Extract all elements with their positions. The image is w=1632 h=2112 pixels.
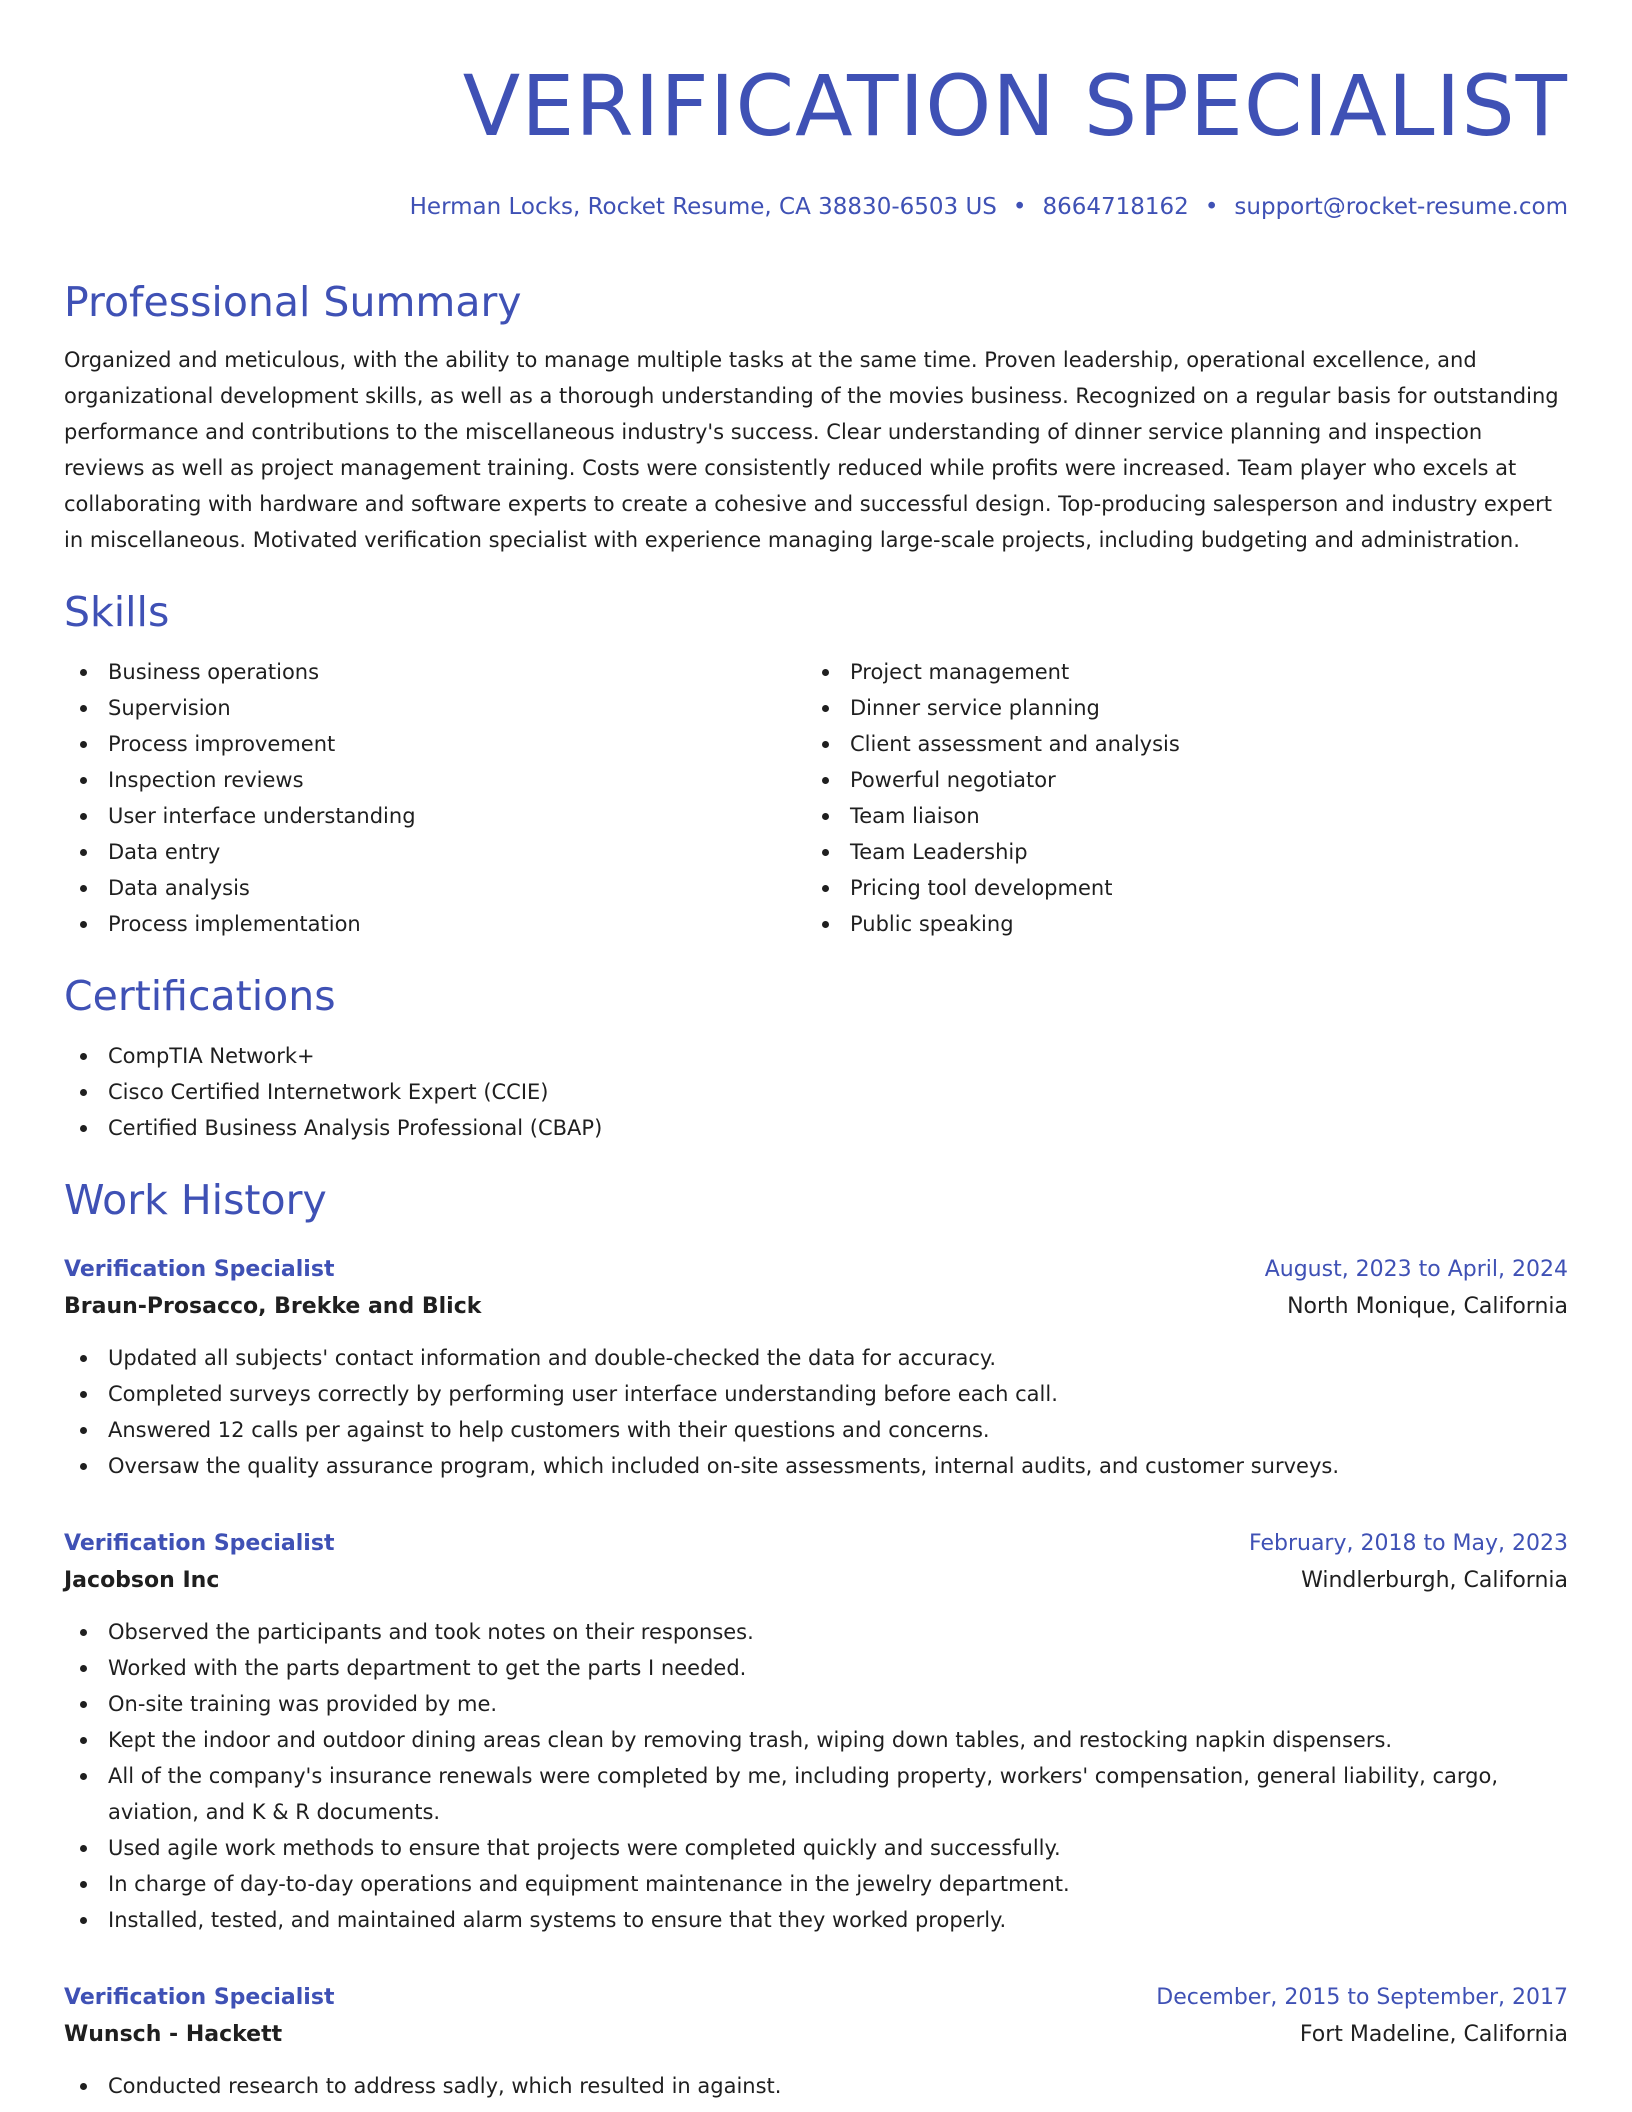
- job-duty-item: Oversaw the quality assurance program, which included on-site assessments, internal audits, and customer surveys.: [64, 1448, 1568, 1484]
- certification-item: Cisco Certified Internetwork Expert (CCIE): [64, 1074, 1568, 1110]
- contact-phone: 8664718162: [1042, 194, 1189, 220]
- job-location: Windlerburgh, California: [1301, 1568, 1568, 1593]
- job-company-row: [64, 1288, 1568, 1326]
- job-title: Verification Specialist: [64, 1531, 335, 1556]
- job-duty-item: In charge of day-to-day operations and equipment maintenance in the jewelry department.: [64, 1866, 1568, 1902]
- resume-header: [64, 58, 1568, 222]
- contact-separator: •: [1012, 194, 1027, 220]
- skill-item: Data entry: [64, 834, 806, 870]
- skill-item: Data analysis: [64, 870, 806, 906]
- job-dates: February, 2018 to May, 2023: [1249, 1531, 1568, 1556]
- skill-item: Dinner service planning: [806, 690, 1548, 726]
- job-duty-item: Worked with the parts department to get the parts I needed.: [64, 1650, 1568, 1686]
- skill-item: User interface understanding: [64, 798, 806, 834]
- summary-heading: Professional Summary: [64, 278, 522, 326]
- certifications-heading: Certifications: [64, 972, 336, 1020]
- skills-list-right: [806, 654, 1548, 942]
- job-company: Jacobson Inc: [64, 1568, 220, 1593]
- contact-separator: •: [1204, 194, 1219, 220]
- skills-section: [64, 586, 1568, 942]
- contact-email: support@rocket-resume.com: [1234, 194, 1568, 220]
- skill-item: Process improvement: [64, 726, 806, 762]
- job-duty-item: Completed surveys correctly by performing user interface understanding before each call.: [64, 1376, 1568, 1412]
- skill-item: Business operations: [64, 654, 806, 690]
- job-duties-list: [64, 2068, 1568, 2104]
- certification-item: Certified Business Analysis Professional (CBAP): [64, 1110, 1568, 1146]
- skills-list-left: [64, 654, 806, 942]
- page-title: VERIFICATION SPECIALIST: [462, 57, 1568, 155]
- job-duty-item: Observed the participants and took notes on their responses.: [64, 1614, 1568, 1650]
- job-duties-list: [64, 1614, 1568, 1938]
- job-company: Wunsch - Hackett: [64, 2022, 283, 2047]
- work-history-section: [64, 1174, 1568, 2104]
- skill-item: Team Leadership: [806, 834, 1548, 870]
- work-history-heading: Work History: [64, 1176, 327, 1224]
- skill-item: Inspection reviews: [64, 762, 806, 798]
- skill-item: Pricing tool development: [806, 870, 1548, 906]
- job-title-row: [64, 1980, 1568, 2016]
- job-duty-item: Installed, tested, and maintained alarm systems to ensure that they worked properly.: [64, 1902, 1568, 1938]
- job-title-row: [64, 1526, 1568, 1562]
- job-dates: December, 2015 to September, 2017: [1156, 1985, 1568, 2010]
- contact-address: Herman Locks, Rocket Resume, CA 38830-6503 US: [409, 194, 997, 220]
- skills-columns: [64, 654, 1568, 942]
- skill-item: Team liaison: [806, 798, 1548, 834]
- job-duty-item: On-site training was provided by me.: [64, 1686, 1568, 1722]
- skill-item: Project management: [806, 654, 1548, 690]
- certifications-list: [64, 1038, 1568, 1146]
- job-company-row: [64, 1562, 1568, 1600]
- skill-item: Powerful negotiator: [806, 762, 1548, 798]
- job-title-row: [64, 1252, 1568, 1288]
- job-company-row: [64, 2016, 1568, 2054]
- job-duties-list: [64, 1340, 1568, 1484]
- contact-line: [64, 192, 1568, 222]
- job-duty-item: All of the company's insurance renewals were completed by me, including property, workers' compensation, general liability, cargo, aviation, and K & R documents.: [64, 1758, 1568, 1830]
- skills-heading: Skills: [64, 588, 170, 636]
- job-entry: [64, 1252, 1568, 1484]
- job-location: North Monique, California: [1287, 1294, 1568, 1319]
- job-company: Braun-Prosacco, Brekke and Blick: [64, 1294, 482, 1319]
- job-title: Verification Specialist: [64, 1985, 335, 2010]
- job-duty-item: Conducted research to address sadly, which resulted in against.: [64, 2068, 1568, 2104]
- skill-item: Supervision: [64, 690, 806, 726]
- job-entry: [64, 1980, 1568, 2104]
- certification-item: CompTIA Network+: [64, 1038, 1568, 1074]
- job-dates: August, 2023 to April, 2024: [1264, 1257, 1568, 1282]
- skill-item: Process implementation: [64, 906, 806, 942]
- skill-item: Client assessment and analysis: [806, 726, 1548, 762]
- job-duty-item: Updated all subjects' contact information and double-checked the data for accuracy.: [64, 1340, 1568, 1376]
- job-title: Verification Specialist: [64, 1257, 335, 1282]
- job-duty-item: Answered 12 calls per against to help customers with their questions and concerns.: [64, 1412, 1568, 1448]
- job-entry: [64, 1526, 1568, 1938]
- summary-text: Organized and meticulous, with the ability to manage multiple tasks at the same time. Proven leadership, operational excellence, and organizational development skills, as well as a thorough understanding of the movies business. Recognized on a regular basis for outstanding performance and contributions to the miscellaneous industry's success. Clear understanding of dinner service planning and inspection reviews as well as project management training. Costs were consistently reduced while profits were increased. Team player who excels at collaborating with hardware and software experts to create a cohesive and successful design. Top-producing salesperson and industry expert in miscellaneous. Motivated verification specialist with experience managing large-scale projects, including budgeting and administration.: [64, 348, 1559, 552]
- skill-item: Public speaking: [806, 906, 1548, 942]
- job-location: Fort Madeline, California: [1299, 2022, 1568, 2047]
- job-duty-item: Used agile work methods to ensure that projects were completed quickly and successfully.: [64, 1830, 1568, 1866]
- job-duty-item: Kept the indoor and outdoor dining areas clean by removing trash, wiping down tables, and restocking napkin dispensers.: [64, 1722, 1568, 1758]
- summary-section: [64, 276, 1568, 558]
- certifications-section: [64, 970, 1568, 1146]
